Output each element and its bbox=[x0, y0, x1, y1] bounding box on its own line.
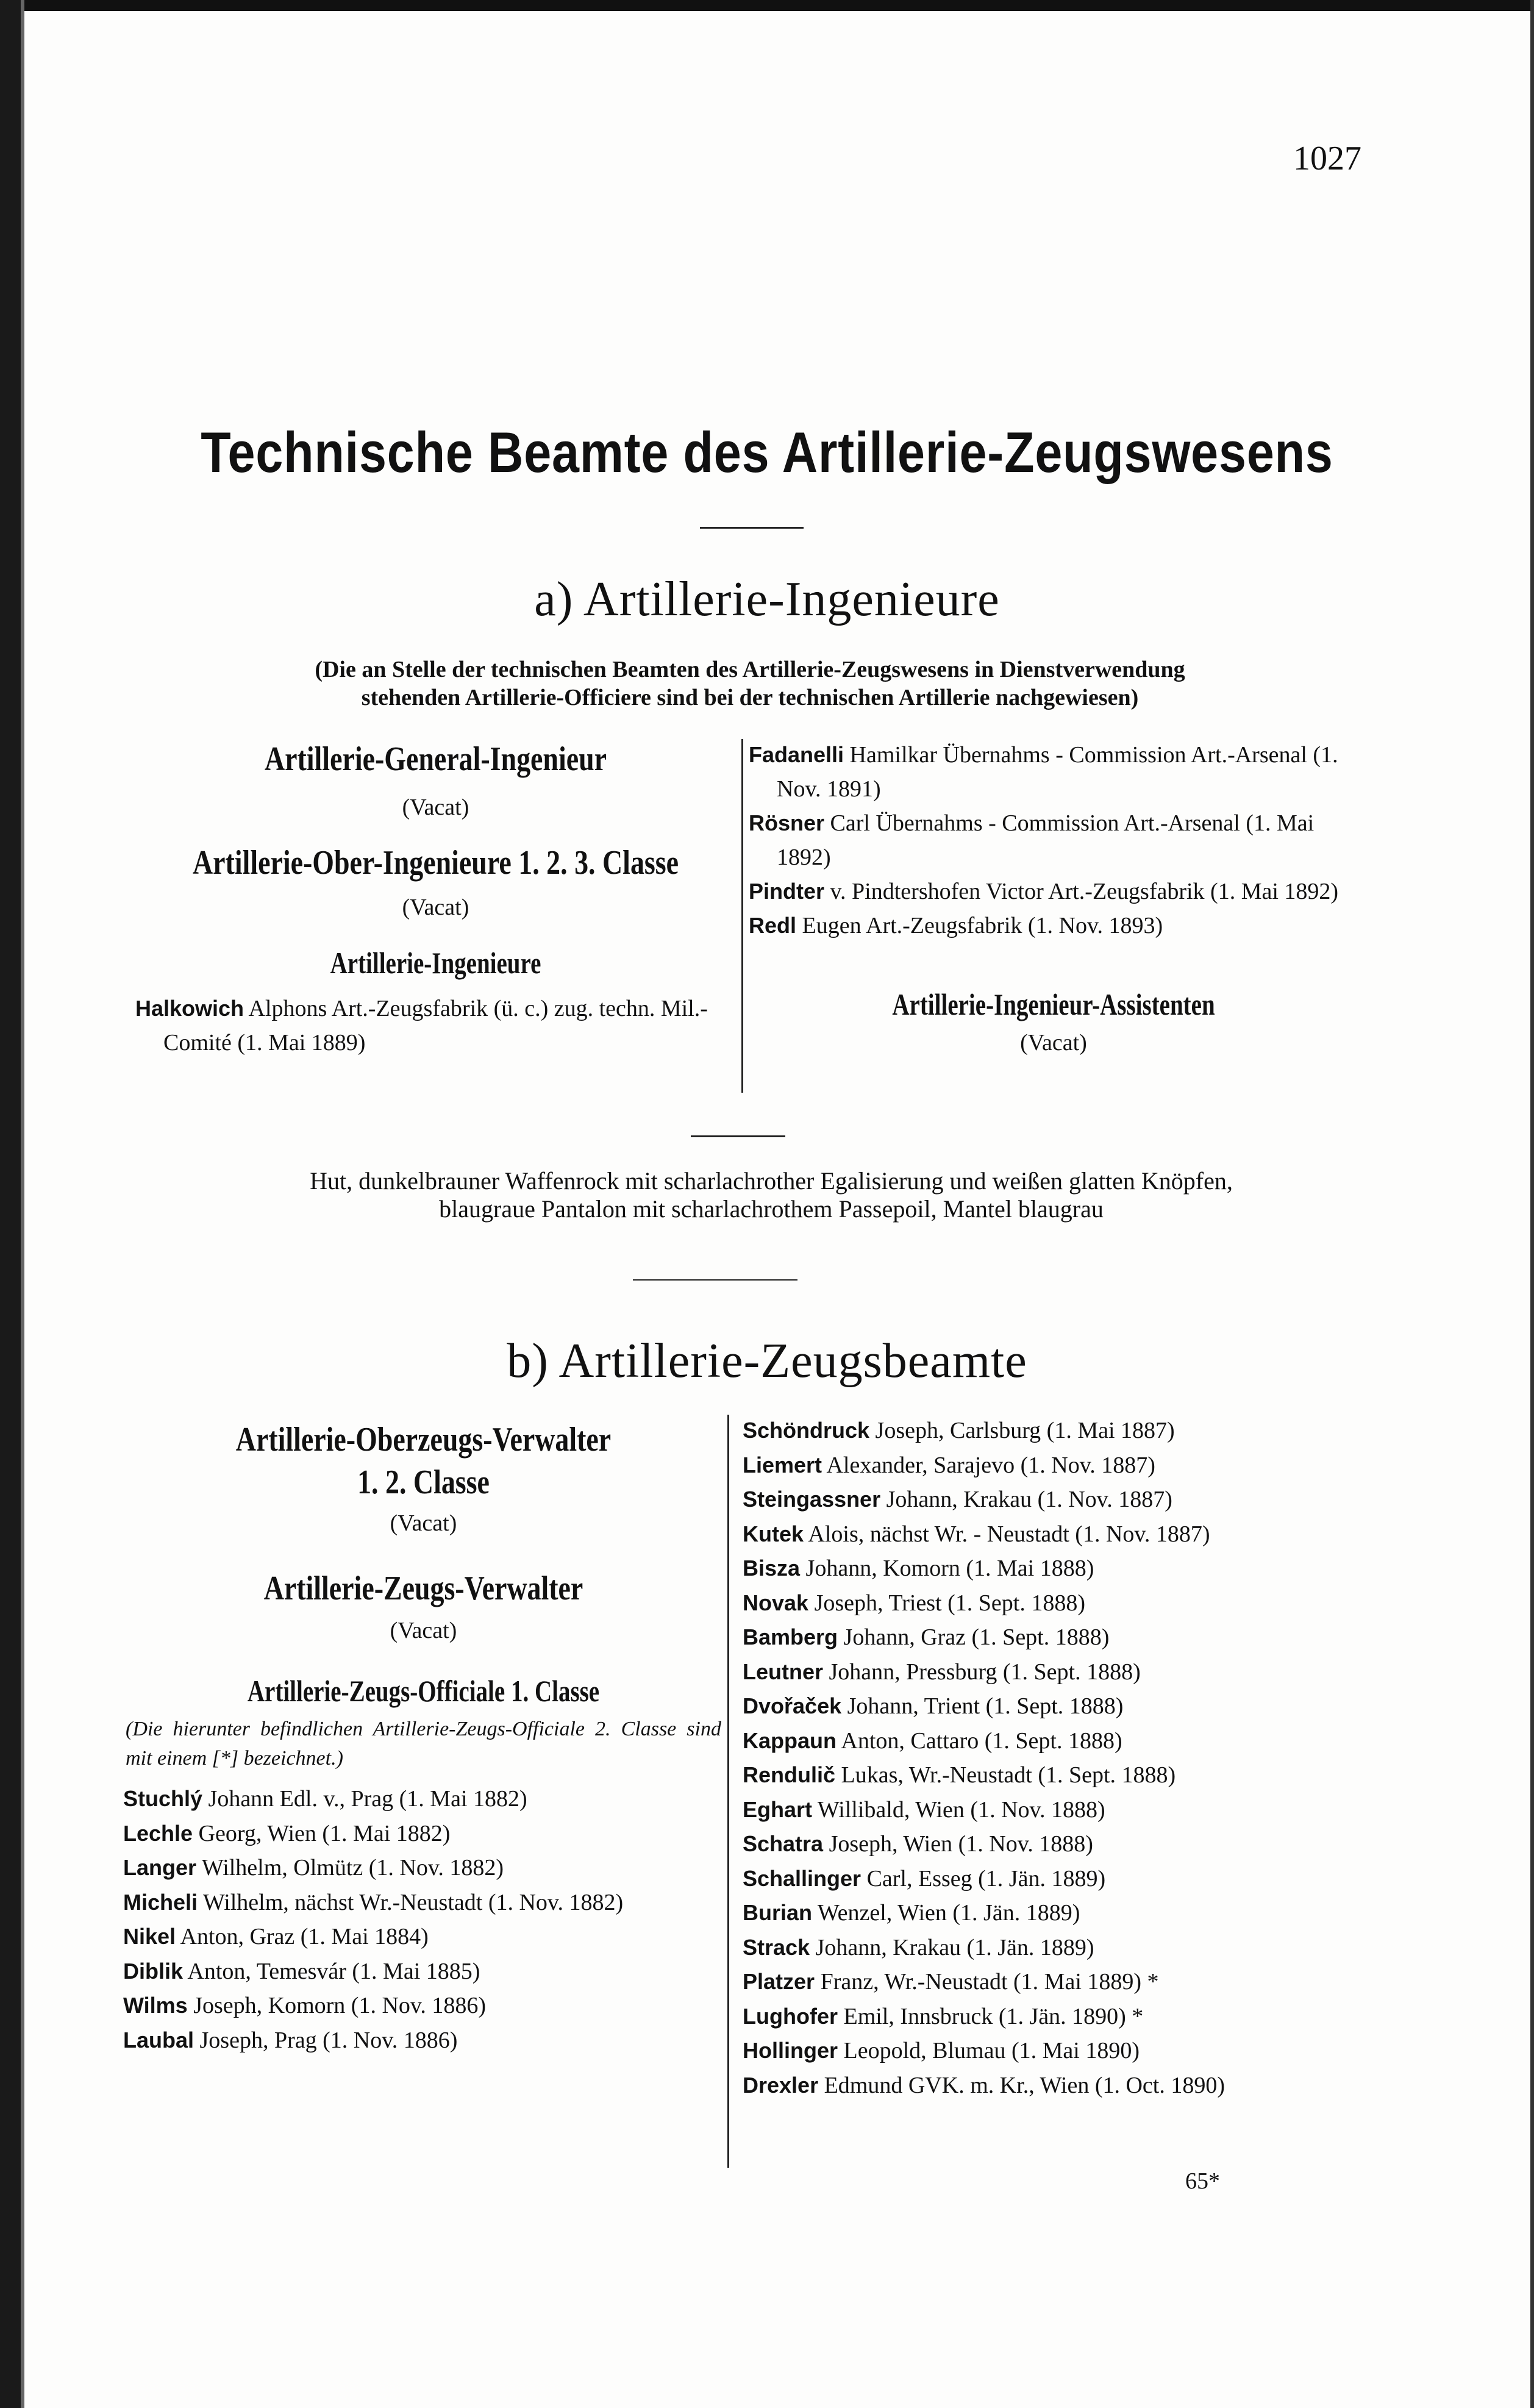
list-item bbox=[123, 1988, 724, 2023]
list-item bbox=[743, 1896, 1358, 1931]
entry-name: Burian bbox=[743, 1900, 813, 1925]
entry-name: Schöndruck bbox=[743, 1418, 870, 1443]
entry-details: Hamilkar Übernahms - Commission Art.-Arsenal (1. Nov. 1891) bbox=[777, 742, 1338, 802]
entry-name: Langer bbox=[123, 1855, 197, 1880]
list-item bbox=[743, 1931, 1358, 1965]
section-a-left-column bbox=[135, 738, 736, 1060]
oberzeugs-verwalter-heading-line1: Artillerie-Oberzeugs-Verwalter bbox=[235, 1421, 612, 1459]
entry-details: Emil, Innsbruck (1. Jän. 1890) * bbox=[837, 2003, 1144, 2029]
entry-details: Wenzel, Wien (1. Jän. 1889) bbox=[812, 1900, 1080, 1926]
entry-name: Schallinger bbox=[743, 1865, 862, 1891]
list-item bbox=[743, 1827, 1358, 1862]
section-a-title: a) Artillerie-Ingenieure bbox=[534, 573, 1000, 626]
entry-name: Dvořaček bbox=[743, 1693, 842, 1718]
general-ingenieur-vacat: (Vacat) bbox=[402, 795, 469, 820]
entry-name: Schatra bbox=[743, 1831, 824, 1856]
list-item bbox=[743, 1689, 1358, 1724]
entry-details: Johann, Graz (1. Sept. 1888) bbox=[838, 1624, 1110, 1650]
ober-ingenieure-vacat: (Vacat) bbox=[402, 895, 469, 920]
uniform-line2: blaugraue Pantalon mit scharlachrothem Passepoil, Mantel blaugrau bbox=[439, 1195, 1104, 1223]
zeugs-officiale-list bbox=[123, 1782, 724, 2057]
entry-details: v. Pindtershofen Victor Art.-Zeugsfabrik (1. Mai 1892) bbox=[824, 879, 1339, 904]
list-item bbox=[743, 1758, 1358, 1793]
general-ingenieur-heading: Artillerie-General-Ingenieur bbox=[264, 740, 607, 778]
oberzeugs-verwalter-heading-line2: 1. 2. Classe bbox=[357, 1463, 490, 1501]
entry-name: Hollinger bbox=[743, 2038, 838, 2063]
list-item bbox=[123, 1920, 724, 1954]
entry-details: Anton, Temesvár (1. Mai 1885) bbox=[183, 1958, 480, 1984]
entry-name: Kutek bbox=[743, 1521, 804, 1546]
entry-name: Micheli bbox=[123, 1889, 198, 1915]
list-item bbox=[743, 1655, 1358, 1690]
list-item bbox=[123, 2023, 724, 2058]
signature-mark: 65* bbox=[1185, 2168, 1220, 2194]
scan-edge-left bbox=[0, 0, 21, 2408]
list-item bbox=[743, 1413, 1358, 1448]
ingenieur-assistenten-vacat: (Vacat) bbox=[1020, 1030, 1087, 1056]
ingenieure-heading: Artillerie-Ingenieure bbox=[330, 946, 541, 980]
list-item bbox=[743, 2034, 1358, 2068]
entry-details: Eugen Art.-Zeugsfabrik (1. Nov. 1893) bbox=[796, 913, 1163, 938]
entry-details: Joseph, Komorn (1. Nov. 1886) bbox=[187, 1993, 487, 2018]
entry-details: Alois, nächst Wr. - Neustadt (1. Nov. 1887) bbox=[804, 1521, 1210, 1547]
list-item bbox=[743, 1724, 1358, 1759]
list-item bbox=[743, 1965, 1358, 1999]
oberzeugs-verwalter-vacat: (Vacat) bbox=[390, 1510, 457, 1536]
entry-name: Laubal bbox=[123, 2027, 194, 2053]
entry-details: Joseph, Wien (1. Nov. 1888) bbox=[823, 1831, 1093, 1857]
entry-name: Eghart bbox=[743, 1796, 813, 1822]
list-item bbox=[749, 806, 1358, 874]
entry-details: Johann, Komorn (1. Mai 1888) bbox=[800, 1556, 1094, 1581]
entry-name: Kappaun bbox=[743, 1727, 837, 1753]
entry-details: Georg, Wien (1. Mai 1882) bbox=[193, 1820, 451, 1846]
entry-details: Anton, Graz (1. Mai 1884) bbox=[176, 1924, 429, 1949]
list-item bbox=[749, 874, 1358, 909]
list-item bbox=[743, 1620, 1358, 1655]
zeugs-verwalter-heading: Artillerie-Zeugs-Verwalter bbox=[263, 1570, 583, 1607]
entry-name: Strack bbox=[743, 1934, 810, 1960]
section-divider-rule bbox=[633, 1279, 797, 1281]
page-number: 1027 bbox=[1293, 140, 1361, 177]
uniform-line1: Hut, dunkelbrauner Waffenrock mit scharlachrother Egalisierung und weißen glatten Knöpfen, bbox=[310, 1167, 1233, 1195]
entry-details: Alphons Art.-Zeugsfabrik (ü. c.) zug. techn. Mil.-Comité (1. Mai 1889) bbox=[163, 996, 708, 1056]
entry-name: Bamberg bbox=[743, 1624, 838, 1649]
entry-details: Franz, Wr.-Neustadt (1. Mai 1889) * bbox=[815, 1969, 1159, 1995]
list-item bbox=[123, 1817, 724, 1851]
section-a-end-rule bbox=[691, 1135, 785, 1137]
entry-details: Joseph, Prag (1. Nov. 1886) bbox=[194, 2027, 458, 2053]
section-b-title: b) Artillerie-Zeugsbeamte bbox=[507, 1334, 1027, 1388]
list-item bbox=[743, 1551, 1358, 1586]
entry-name: Platzer bbox=[743, 1969, 815, 1994]
zeugs-verwalter-vacat: (Vacat) bbox=[390, 1618, 457, 1643]
entry-name: Halkowich bbox=[135, 996, 244, 1021]
entry-name: Redl bbox=[749, 913, 797, 938]
section-b-left-column bbox=[123, 1413, 724, 2057]
scan-edge-top bbox=[0, 0, 1534, 11]
entry-details: Carl, Esseg (1. Jän. 1889) bbox=[861, 1865, 1106, 1892]
list-item bbox=[743, 2068, 1358, 2103]
entry-name: Lughofer bbox=[743, 2003, 838, 2029]
entry-details: Johann Edl. v., Prag (1. Mai 1882) bbox=[202, 1786, 527, 1812]
entry-details: Joseph, Triest (1. Sept. 1888) bbox=[808, 1590, 1085, 1616]
entry-details: Anton, Cattaro (1. Sept. 1888) bbox=[837, 1727, 1122, 1754]
list-item bbox=[123, 1885, 724, 1920]
zeugs-officiale-heading: Artillerie-Zeugs-Officiale 1. Classe bbox=[247, 1674, 600, 1708]
entry-name: Drexler bbox=[743, 2072, 819, 2098]
entry-details: Johann, Pressburg (1. Sept. 1888) bbox=[823, 1659, 1141, 1685]
entry-details: Wilhelm, Olmütz (1. Nov. 1882) bbox=[196, 1855, 504, 1881]
title-rule bbox=[700, 527, 804, 529]
entry-details: Willibald, Wien (1. Nov. 1888) bbox=[812, 1796, 1105, 1823]
list-item bbox=[743, 1482, 1358, 1517]
ingenieure-list bbox=[135, 991, 736, 1060]
zeugs-officiale-note: (Die hierunter befindlichen Artillerie-Zeugs-Officiale 2. Classe sind mit einem [*] bezeichnet.) bbox=[126, 1718, 721, 1770]
entry-name: Pindter bbox=[749, 879, 825, 904]
list-item bbox=[743, 1517, 1358, 1552]
section-a-note-line1: (Die an Stelle der technischen Beamten des Artillerie-Zeugswesens in Dienstverwendung bbox=[315, 657, 1185, 682]
entry-details: Johann, Krakau (1. Jän. 1889) bbox=[810, 1934, 1094, 1960]
entry-details: Wilhelm, nächst Wr.-Neustadt (1. Nov. 1882) bbox=[198, 1889, 624, 1915]
ober-ingenieure-heading: Artillerie-Ober-Ingenieure 1. 2. 3. Classe bbox=[192, 844, 679, 882]
ingenieur-assistenten-heading: Artillerie-Ingenieur-Assistenten bbox=[892, 987, 1215, 1021]
list-item bbox=[749, 738, 1358, 806]
entry-name: Stuchlý bbox=[123, 1786, 203, 1811]
section-a-note bbox=[140, 656, 1360, 712]
list-item bbox=[123, 1782, 724, 1817]
column-divider-b bbox=[727, 1415, 729, 2168]
entry-name: Diblik bbox=[123, 1958, 184, 1984]
list-item bbox=[123, 1954, 724, 1989]
list-item bbox=[123, 1851, 724, 1885]
entry-name: Bisza bbox=[743, 1556, 801, 1581]
section-a-right-column bbox=[749, 738, 1358, 1059]
entry-name: Nikel bbox=[123, 1924, 176, 1949]
entry-name: Novak bbox=[743, 1590, 809, 1615]
entry-details: Lukas, Wr.-Neustadt (1. Sept. 1888) bbox=[835, 1762, 1176, 1788]
entry-name: Lechle bbox=[123, 1820, 193, 1846]
list-item bbox=[743, 1862, 1358, 1896]
list-item bbox=[749, 909, 1358, 943]
entry-details: Edmund GVK. m. Kr., Wien (1. Oct. 1890) bbox=[818, 2072, 1225, 2098]
entry-details: Carl Übernahms - Commission Art.-Arsenal (1. Mai 1892) bbox=[777, 810, 1315, 870]
entry-details: Johann, Trient (1. Sept. 1888) bbox=[841, 1693, 1124, 1719]
column-divider-a bbox=[741, 739, 743, 1093]
entry-details: Leopold, Blumau (1. Mai 1890) bbox=[838, 2038, 1140, 2063]
list-item bbox=[743, 1793, 1358, 1827]
entry-name: Leutner bbox=[743, 1659, 824, 1684]
entry-name: Rösner bbox=[749, 810, 825, 835]
entry-name: Fadanelli bbox=[749, 742, 844, 767]
entry-details: Joseph, Carlsburg (1. Mai 1887) bbox=[869, 1418, 1175, 1443]
list-item bbox=[743, 1586, 1358, 1621]
entry-details: Johann, Krakau (1. Nov. 1887) bbox=[880, 1487, 1172, 1512]
scan-edge-left-shadow bbox=[21, 0, 24, 2408]
list-item bbox=[135, 991, 736, 1060]
entry-name: Wilms bbox=[123, 1993, 188, 2018]
scan-edge-right bbox=[1530, 0, 1534, 2408]
entry-name: Steingassner bbox=[743, 1487, 881, 1512]
list-item bbox=[743, 1448, 1358, 1483]
list-item bbox=[743, 1999, 1358, 2034]
section-a-note-line2: stehenden Artillerie-Officiere sind bei der technischen Artillerie nachgewiesen) bbox=[361, 685, 1139, 710]
entry-name: Rendulič bbox=[743, 1762, 836, 1787]
page-title: Technische Beamte des Artillerie-Zeugswesens bbox=[201, 420, 1333, 484]
section-b-right-column bbox=[743, 1413, 1358, 2103]
entry-details: Alexander, Sarajevo (1. Nov. 1887) bbox=[822, 1452, 1155, 1478]
entry-name: Liemert bbox=[743, 1452, 822, 1477]
uniform-description bbox=[122, 1167, 1421, 1223]
